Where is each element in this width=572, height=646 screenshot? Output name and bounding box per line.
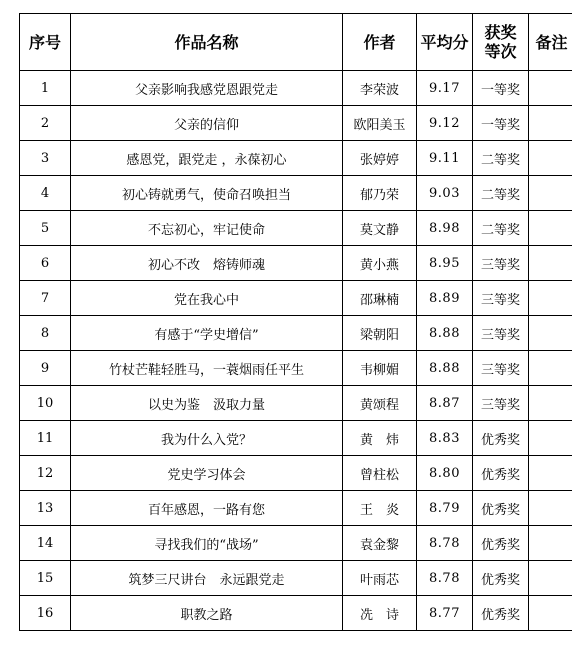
cell-title: 我为什么入党？: [71, 421, 343, 456]
cell-author: 李荣波: [343, 71, 417, 106]
header-author: 作者: [343, 14, 417, 71]
cell-award: 优秀奖: [473, 561, 529, 596]
table-row: [20, 211, 572, 246]
cell-author: 郁乃荣: [343, 176, 417, 211]
table-row: [20, 281, 572, 316]
cell-score: 8.79: [417, 491, 473, 526]
table-row: [20, 71, 572, 106]
cell-remark: [529, 246, 572, 281]
table-row: [20, 106, 572, 141]
cell-remark: [529, 526, 572, 561]
cell-index: 12: [20, 456, 71, 491]
cell-score: 9.12: [417, 106, 473, 141]
cell-score: 8.87: [417, 386, 473, 421]
cell-award: 三等奖: [473, 351, 529, 386]
cell-author: 冼 诗: [343, 596, 417, 631]
cell-author: 黄 炜: [343, 421, 417, 456]
cell-index: 1: [20, 71, 71, 106]
cell-remark: [529, 421, 572, 456]
cell-award: 三等奖: [473, 386, 529, 421]
cell-title: 寻找我们的“战场”: [71, 526, 343, 561]
header-award-line2: 等次: [484, 42, 517, 61]
table-row: [20, 526, 572, 561]
cell-remark: [529, 351, 572, 386]
cell-award: 优秀奖: [473, 526, 529, 561]
table-row: [20, 246, 572, 281]
cell-index: 7: [20, 281, 71, 316]
cell-remark: [529, 281, 572, 316]
cell-award: 优秀奖: [473, 596, 529, 631]
header-award-line1: 获奖: [484, 23, 517, 42]
table-row: [20, 316, 572, 351]
header-row: [20, 14, 572, 71]
cell-author: 王 炎: [343, 491, 417, 526]
table-row: [20, 386, 572, 421]
header-index: 序号: [20, 14, 71, 71]
cell-title: 初心铸就勇气，使命召唤担当: [71, 176, 343, 211]
cell-award: 三等奖: [473, 316, 529, 351]
cell-remark: [529, 491, 572, 526]
table-header: [20, 14, 572, 71]
cell-remark: [529, 386, 572, 421]
cell-title: 父亲影响我感党恩跟党走: [71, 71, 343, 106]
cell-index: 3: [20, 141, 71, 176]
cell-score: 8.78: [417, 561, 473, 596]
table-row: [20, 141, 572, 176]
cell-award: 三等奖: [473, 281, 529, 316]
cell-award: 二等奖: [473, 141, 529, 176]
cell-remark: [529, 176, 572, 211]
cell-index: 8: [20, 316, 71, 351]
cell-author: 袁金黎: [343, 526, 417, 561]
table-row: [20, 351, 572, 386]
header-remark: 备注: [529, 14, 572, 71]
cell-title: 不忘初心，牢记使命: [71, 211, 343, 246]
table-row: [20, 561, 572, 596]
cell-title: 竹杖芒鞋轻胜马，一蓑烟雨任平生: [71, 351, 343, 386]
header-award: [473, 14, 529, 71]
cell-remark: [529, 71, 572, 106]
cell-score: 8.88: [417, 316, 473, 351]
table-row: [20, 176, 572, 211]
cell-remark: [529, 316, 572, 351]
cell-author: 韦柳媚: [343, 351, 417, 386]
cell-author: 曾柱松: [343, 456, 417, 491]
cell-score: 8.89: [417, 281, 473, 316]
cell-index: 11: [20, 421, 71, 456]
cell-author: 欧阳美玉: [343, 106, 417, 141]
cell-award: 一等奖: [473, 106, 529, 141]
cell-author: 莫文静: [343, 211, 417, 246]
cell-title: 职教之路: [71, 596, 343, 631]
cell-score: 8.98: [417, 211, 473, 246]
cell-remark: [529, 106, 572, 141]
table-row: [20, 596, 572, 631]
cell-index: 16: [20, 596, 71, 631]
cell-score: 8.88: [417, 351, 473, 386]
cell-score: 8.80: [417, 456, 473, 491]
header-title: 作品名称: [71, 14, 343, 71]
cell-title: 父亲的信仰: [71, 106, 343, 141]
cell-award: 优秀奖: [473, 491, 529, 526]
cell-author: 叶雨芯: [343, 561, 417, 596]
cell-remark: [529, 211, 572, 246]
cell-remark: [529, 141, 572, 176]
cell-title: 以史为鉴 汲取力量: [71, 386, 343, 421]
table-row: [20, 491, 572, 526]
cell-index: 9: [20, 351, 71, 386]
cell-score: 8.95: [417, 246, 473, 281]
cell-title: 百年感恩，一路有您: [71, 491, 343, 526]
cell-score: 9.11: [417, 141, 473, 176]
cell-award: 优秀奖: [473, 421, 529, 456]
cell-remark: [529, 596, 572, 631]
table-row: [20, 421, 572, 456]
table-body: [20, 71, 572, 631]
cell-index: 14: [20, 526, 71, 561]
cell-score: 8.83: [417, 421, 473, 456]
cell-index: 10: [20, 386, 71, 421]
cell-score: 9.03: [417, 176, 473, 211]
cell-score: 8.77: [417, 596, 473, 631]
cell-index: 4: [20, 176, 71, 211]
cell-author: 黄颂程: [343, 386, 417, 421]
cell-title: 感恩党，跟党走 ，永葆初心: [71, 141, 343, 176]
cell-award: 二等奖: [473, 176, 529, 211]
cell-index: 2: [20, 106, 71, 141]
cell-title: 党史学习体会: [71, 456, 343, 491]
cell-title: 筑梦三尺讲台 永远跟党走: [71, 561, 343, 596]
cell-score: 9.17: [417, 71, 473, 106]
cell-title: 有感于“学史增信”: [71, 316, 343, 351]
cell-award: 一等奖: [473, 71, 529, 106]
cell-award: 优秀奖: [473, 456, 529, 491]
cell-author: 张婷婷: [343, 141, 417, 176]
cell-award: 三等奖: [473, 246, 529, 281]
cell-score: 8.78: [417, 526, 473, 561]
cell-author: 邵琳楠: [343, 281, 417, 316]
cell-remark: [529, 456, 572, 491]
cell-award: 二等奖: [473, 211, 529, 246]
cell-author: 黄小燕: [343, 246, 417, 281]
cell-title: 初心不改 熔铸师魂: [71, 246, 343, 281]
award-results-table: [19, 13, 572, 631]
cell-title: 党在我心中: [71, 281, 343, 316]
cell-remark: [529, 561, 572, 596]
table-row: [20, 456, 572, 491]
cell-index: 13: [20, 491, 71, 526]
cell-author: 梁朝阳: [343, 316, 417, 351]
cell-index: 5: [20, 211, 71, 246]
header-score: 平均分: [417, 14, 473, 71]
cell-index: 15: [20, 561, 71, 596]
cell-index: 6: [20, 246, 71, 281]
